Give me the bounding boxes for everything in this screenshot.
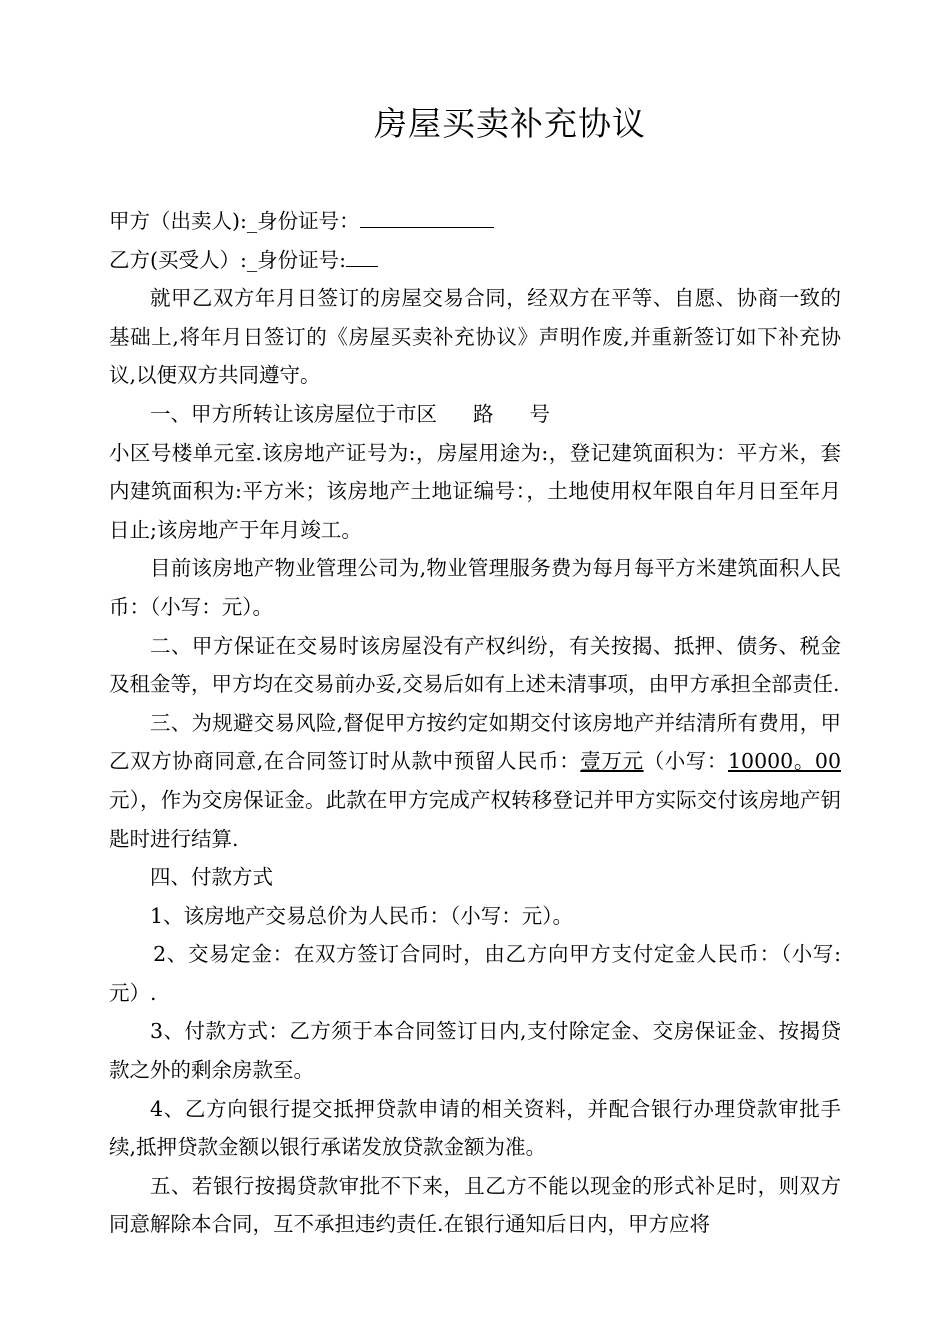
clause-3-text-b: （小写： bbox=[643, 749, 729, 774]
clause-3-paragraph bbox=[109, 704, 841, 858]
intro-paragraph: 就甲乙双方年月日签订的房屋交易合同，经双方在平等、自愿、协商一致的基础上,将年月日签订的《房屋买卖补充协议》声明作废,并重新签订如下补充协议,以便双方共同遵守。 bbox=[109, 286, 841, 388]
deposit-amount-number: 10000。00 bbox=[728, 749, 842, 774]
clause-2-paragraph: 二、甲方保证在交易时该房屋没有产权纠纷，有关按揭、抵押、债务、税金及租金等，甲方均在交易前办妥,交易后如有上述未清事项，由甲方承担全部责任. bbox=[109, 633, 841, 697]
clause-4-item-1: 1、该房地产交易总价为人民币：（小写：元）。 bbox=[150, 903, 574, 928]
clause-4-item-2: 2、交易定金：在双方签订合同时，由乙方向甲方支付定金人民币：（小写:元）. bbox=[109, 942, 841, 1005]
clause-5-paragraph: 五、若银行按揭贷款审批不下来，且乙方不能以现金的形式补足时，则双方同意解除本合同，互不承担违约责任.在银行通知后日内，甲方应将 bbox=[109, 1173, 841, 1237]
clause-4-item-4: 4、乙方向银行提交抵押贷款申请的相关资料，并配合银行办理贷款审批手续,抵押贷款金额以银行承诺发放贷款金额为准。 bbox=[109, 1096, 841, 1160]
clause-1-details: 小区号楼单元室.该房地产证号为:，房屋用途为:，登记建筑面积为：平方米，套内建筑面积为:平方米；该房地产土地证编号：，土地使用权年限自年月日至年月日止;该房地产于年月竣工。 bbox=[109, 440, 841, 542]
party-a-line bbox=[109, 202, 841, 241]
clause-3-text-a: 三、为规避交易风险,督促甲方按约定如期交付该房地产并结清所有费用，甲乙双方协商同意,在合同签订时从款中预留人民币： bbox=[109, 710, 841, 774]
clause-4-heading: 四、付款方式 bbox=[150, 865, 273, 890]
party-a-id-blank bbox=[360, 205, 494, 228]
party-a-label: 甲方（出卖人):_身份证号： bbox=[109, 209, 360, 233]
clause-3-text-c: 元），作为交房保证金。此款在甲方完成产权转移登记并甲方实际交付该房地产钥匙时进行结算. bbox=[109, 787, 841, 851]
clause-1-location: 一、甲方所转让该房屋位于市区 bbox=[150, 401, 437, 426]
party-b-line bbox=[109, 241, 841, 280]
clause-1-number: 号 bbox=[529, 401, 550, 426]
clause-1-heading bbox=[109, 395, 841, 434]
deposit-amount-chinese: 壹万元 bbox=[580, 749, 644, 774]
party-b-label: 乙方(买受人）:_身份证号: bbox=[109, 247, 347, 272]
party-b-id-blank bbox=[346, 244, 378, 267]
document-title: 房屋买卖补充协议 bbox=[374, 104, 646, 143]
clause-1-road: 路 bbox=[473, 401, 494, 426]
clause-4-item-3: 3、付款方式：乙方须于本合同签订日内,支付除定金、交房保证金、按揭贷款之外的剩余房款至。 bbox=[109, 1019, 841, 1083]
document-body bbox=[109, 202, 841, 1244]
management-paragraph: 目前该房地产物业管理公司为,物业管理服务费为每月每平方米建筑面积人民币：（小写：元）。 bbox=[109, 556, 841, 619]
